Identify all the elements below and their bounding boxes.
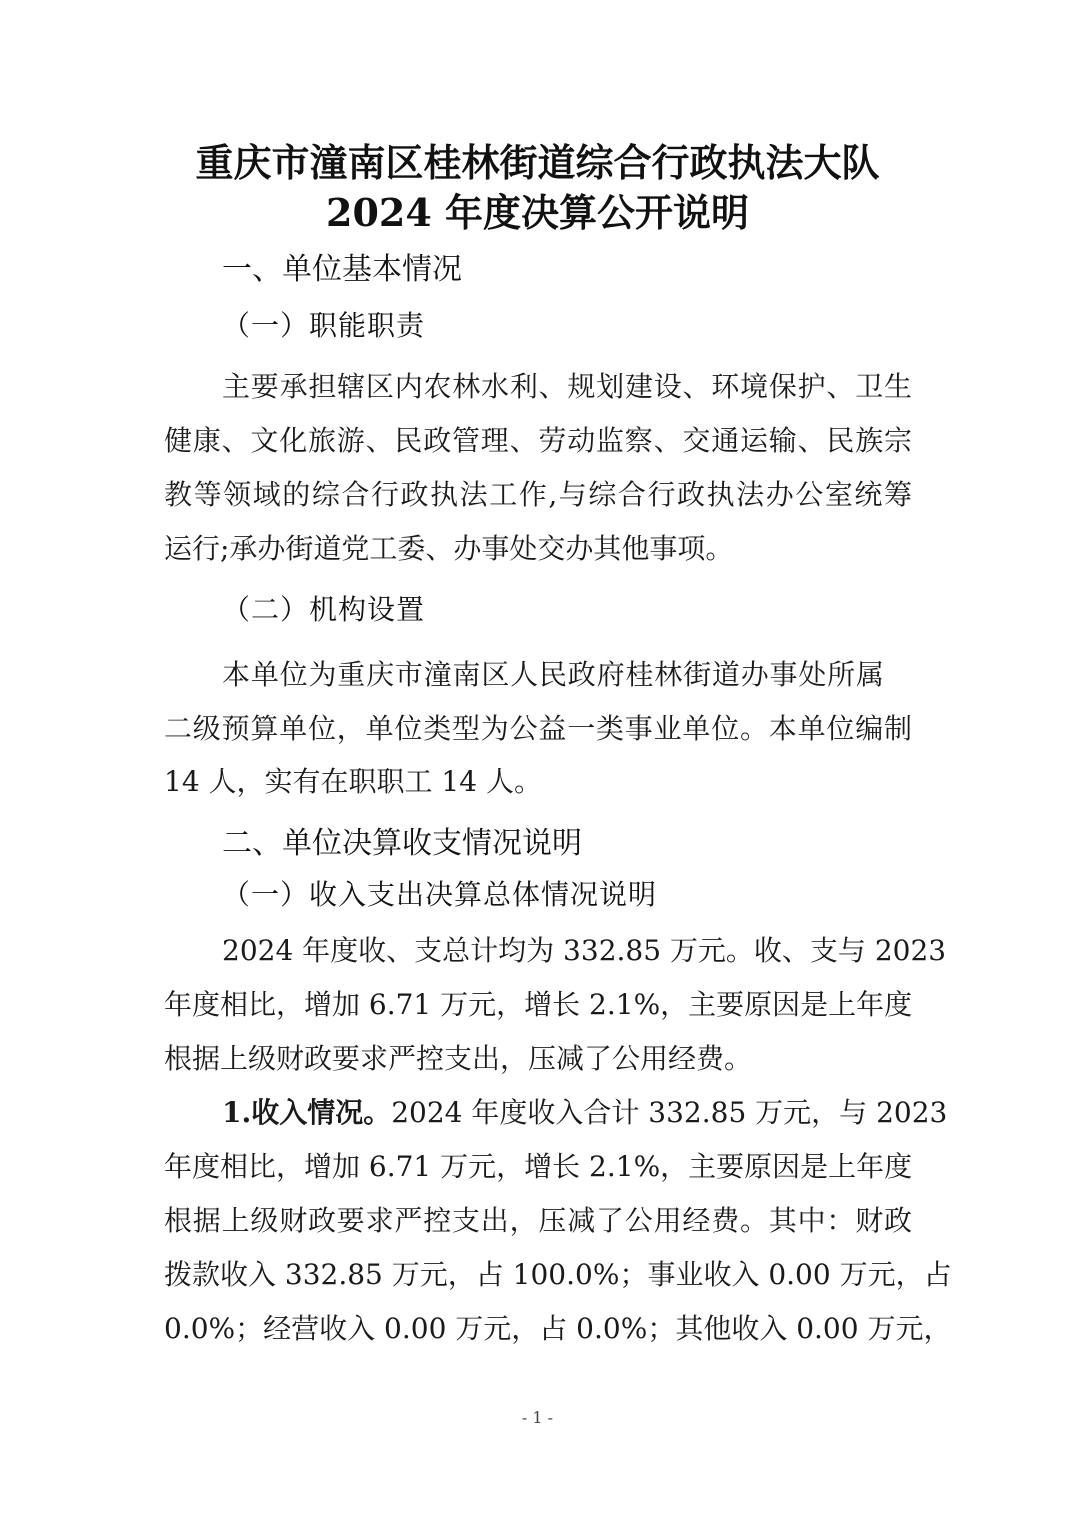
overall-paragraph-line: 2024 年度收、支总计均为 332.85 万元。收、支与 2023 xyxy=(222,934,947,967)
section2-heading: 二、单位决算收支情况说明 xyxy=(222,826,582,861)
income-paragraph-line: 年度相比，增加 6.71 万元，增长 2.1%，主要原因是上年度 xyxy=(164,1150,913,1183)
income-paragraph-first-line xyxy=(222,1096,948,1130)
page-number: - 1 - xyxy=(521,1408,554,1427)
duties-paragraph-line: 健康、文化旅游、民政管理、劳动监察、交通运输、民族宗 xyxy=(164,424,912,457)
duties-paragraph-line: 运行;承办街道党工委、办事处交办其他事项。 xyxy=(164,532,734,565)
document-title-line1: 重庆市潼南区桂林街道综合行政执法大队 xyxy=(195,140,880,185)
overall-paragraph-line: 年度相比，增加 6.71 万元，增长 2.1%，主要原因是上年度 xyxy=(164,988,913,1021)
org-paragraph-line: 14 人，实有在职职工 14 人。 xyxy=(164,765,542,798)
document-title-line2: 2024 年度决算公开说明 xyxy=(326,190,749,235)
income-first-line-rest: 2024 年度收入合计 332.85 万元，与 2023 xyxy=(391,1096,948,1129)
section1-subheading-duties: （一）职能职责 xyxy=(222,309,426,342)
org-paragraph-line: 本单位为重庆市潼南区人民政府桂林街道办事处所属 xyxy=(222,658,884,691)
income-paragraph-line: 根据上级财政要求严控支出，压减了公用经费。其中：财政 xyxy=(164,1204,912,1237)
org-paragraph-line: 二级预算单位，单位类型为公益一类事业单位。本单位编制 xyxy=(164,712,912,745)
section1-subheading-org: （二）机构设置 xyxy=(222,593,426,626)
duties-paragraph-line: 主要承担辖区内农林水利、规划建设、环境保护、卫生 xyxy=(222,370,912,403)
section1-heading: 一、单位基本情况 xyxy=(222,252,462,287)
section2-subheading-overall: （一）收入支出决算总体情况说明 xyxy=(222,878,658,911)
income-paragraph-line: 0.0%；经营收入 0.00 万元，占 0.0%；其他收入 0.00 万元， xyxy=(164,1312,952,1345)
income-lead-label: 1.收入情况。 xyxy=(222,1096,392,1129)
income-paragraph-line: 拨款收入 332.85 万元，占 100.0%；事业收入 0.00 万元，占 xyxy=(164,1258,952,1291)
overall-paragraph-line: 根据上级财政要求严控支出，压减了公用经费。 xyxy=(164,1042,753,1075)
duties-paragraph-line: 教等领域的综合行政执法工作,与综合行政执法办公室统筹 xyxy=(164,478,912,511)
